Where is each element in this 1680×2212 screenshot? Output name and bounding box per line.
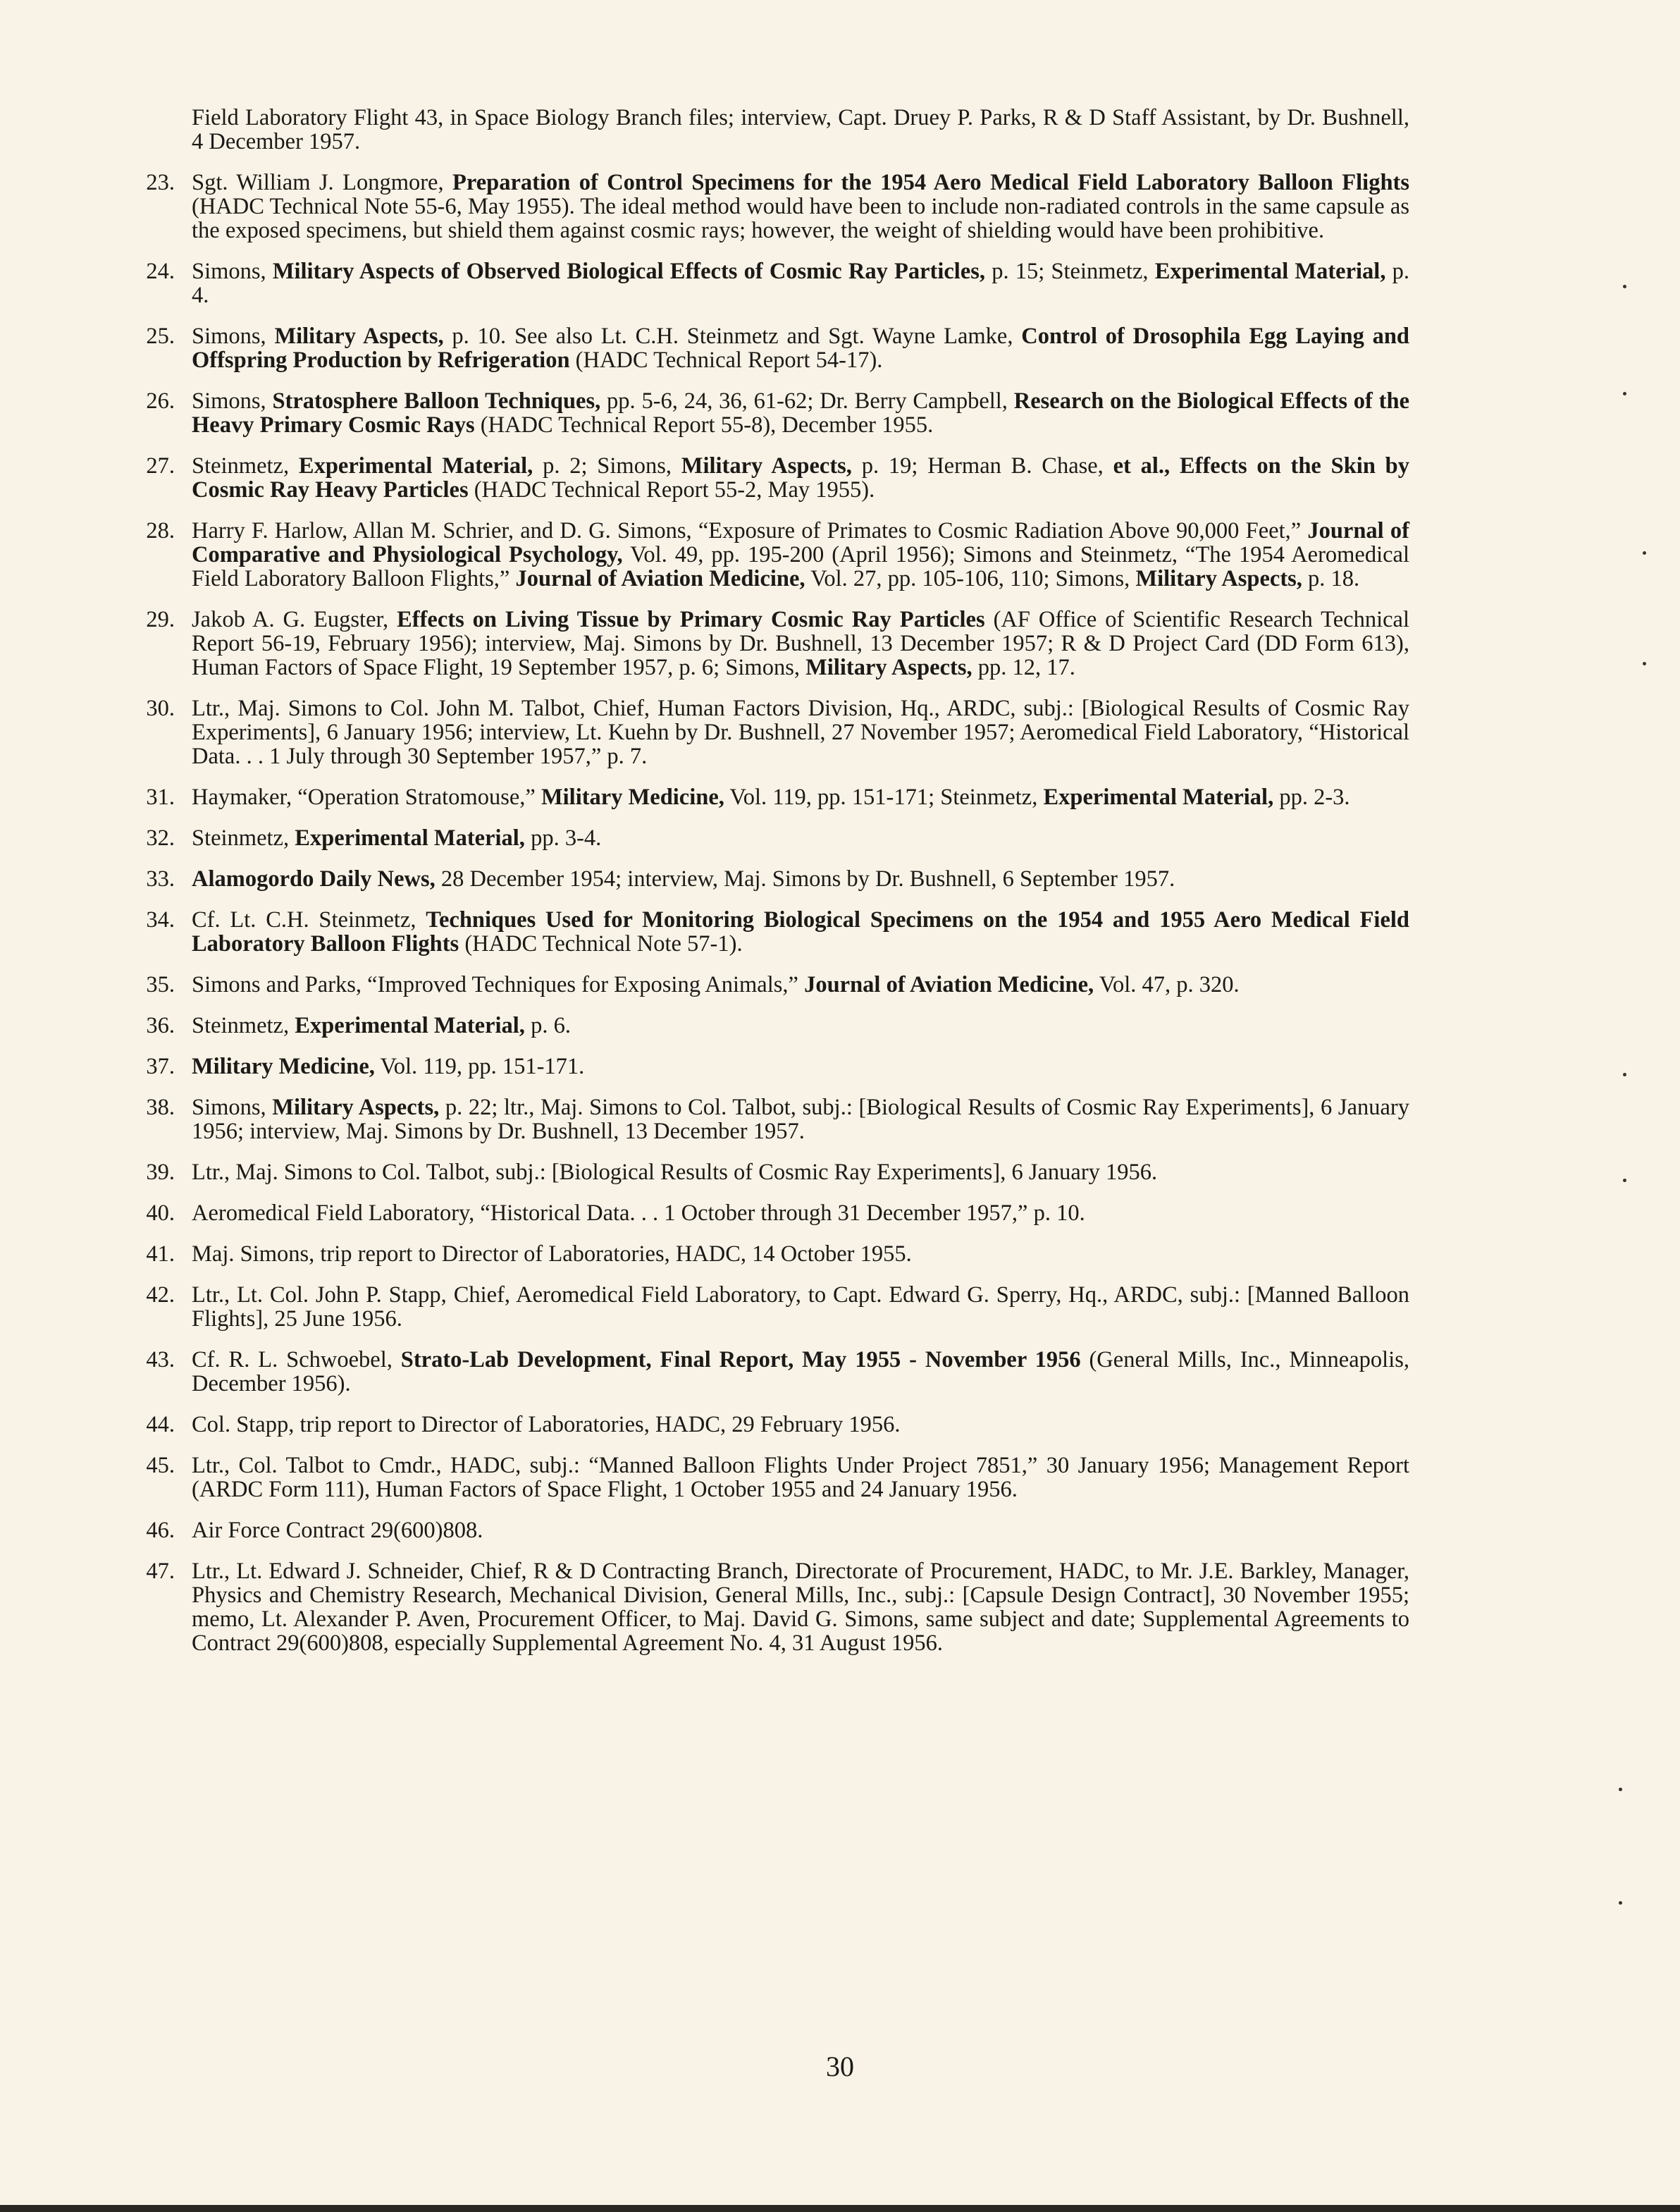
citation-title: Research on the Biological Effects of the Heavy Primary Cosmic Rays [192,388,1409,438]
footnote-number: 44. [146,1412,175,1437]
citation-text: Cf. R. L. Schwoebel, [192,1347,401,1372]
footnote-text [192,1347,1409,1396]
footnote-45 [134,1454,1409,1501]
footnote-text [192,324,1409,373]
citation-title: Military Aspects, [274,324,444,349]
citation-text: Vol. 119, pp. 151-171. [374,1054,585,1079]
citation-title: Experimental Material, [295,1013,525,1038]
footnote-text [192,453,1409,503]
citation-text: Col. Stapp, trip report to Director of Laboratories, HADC, 29 February 1956. [192,1412,901,1437]
footnote-number: 27. [146,453,175,479]
citation-title: Alamogordo Daily News, [192,866,436,892]
citation-text: p. 19; Herman B. Chase, [851,453,1113,479]
footnote-40 [134,1201,1409,1225]
footnote-text [192,388,1409,438]
footnote-28 [134,519,1409,591]
citation-title: Military Aspects, [681,453,852,479]
citation-title: Strato-Lab Development, Final Report, May 1955 - November 1956 [400,1347,1081,1372]
footnote-list [134,106,1409,1672]
citation-text: 28 December 1954; interview, Maj. Simons by Dr. Bushnell, 6 September 1957. [435,866,1175,892]
footnote-text [192,1160,1157,1185]
citation-title: Journal of Aviation Medicine, [515,566,805,591]
citation-title: Military Aspects, [1135,566,1302,591]
citation-text: Ltr., Lt. Edward J. Schneider, Chief, R & D Contracting Branch, Directorate of Procurement, HADC, to Mr. J.E. Barkley, Manager, Physics and Chemistry Research, Mechanical Division, General Mills, Inc., subj.: [Capsule Design Contract], 30 November 1955; memo, Lt. Alexander P. Aven, Procurement Officer, to Maj. David G. Simons, same subject and date; Supplemental Agreements to Contract 29(600)808, especially Supplemental Agreement No. 4, 31 August 1956. [192,1559,1409,1656]
citation-title: Journal of Aviation Medicine, [804,972,1094,997]
footnote-number: 23. [146,170,175,195]
citation-title: Experimental Material, [1043,785,1274,810]
citation-text: Simons, [192,259,273,284]
footnote-text [192,1054,584,1079]
citation-text: Ltr., Maj. Simons to Col. John M. Talbot, Chief, Human Factors Division, Hq., ARDC, subj.: [Biological Results of Cosmic Ray Experiments], 6 January 1956; interview, Lt. Kuehn by Dr. Bushnell, 27 November 1957; Aeromedical Field Laboratory, “Historical Data. . . 1 July through 30 September 1957,” p. 7. [192,696,1409,769]
citation-text: Aeromedical Field Laboratory, “Historical Data. . . 1 October through 31 December 1957,” p. 10. [192,1200,1085,1226]
footnote-38 [134,1095,1409,1143]
citation-title: Military Medicine, [541,785,724,810]
footnote-37 [134,1055,1409,1079]
footnote-number: 28. [146,518,175,543]
footnote-number: 46. [146,1518,175,1543]
citation-text: Ltr., Lt. Col. John P. Stapp, Chief, Aeromedical Field Laboratory, to Capt. Edward G. Sperry, Hq., ARDC, subj.: [Manned Balloon Flights], 25 June 1956. [192,1282,1409,1332]
citation-text: Harry F. Harlow, Allan M. Schrier, and D. G. Simons, “Exposure of Primates to Cosmic Radiation Above 90,000 Feet,” [192,518,1308,543]
footnote-text [192,1559,1409,1656]
footnote-31 [134,785,1409,809]
citation-text: p. 10. See also Lt. C.H. Steinmetz and Sgt. Wayne Lamke, [443,324,1022,349]
margin-mark [1623,285,1626,288]
footnote-43 [134,1348,1409,1396]
footnote-text [192,1200,1085,1226]
footnote-44 [134,1413,1409,1437]
footnote-number: 35. [146,972,175,997]
footnote-text [192,866,1175,892]
footnote-text [192,1241,912,1267]
citation-title: Journal of Comparative and Physiological Psychology, [192,518,1409,567]
footnote-41 [134,1242,1409,1266]
footnote-32 [134,826,1409,850]
margin-mark [1623,1179,1626,1182]
footnote-number: 34. [146,907,175,933]
citation-text: (HADC Technical Note 55-6, May 1955). The ideal method would have been to include non-radiated controls in the same capsule as the exposed specimens, but shield them against cosmic rays; however, the weight of shielding would have been prohibitive. [192,194,1409,243]
footnote-39 [134,1160,1409,1184]
footnote-text [192,1453,1409,1502]
footnote-text [192,1518,483,1543]
citation-title: Military Medicine, [192,1054,375,1079]
margin-mark [1643,551,1646,555]
footnote-number: 42. [146,1282,175,1308]
footnote-34 [134,908,1409,956]
citation-title: Experimental Material, [295,825,525,851]
footnote-text [192,170,1409,243]
footnote-number: 37. [146,1054,175,1079]
footnote-number: 31. [146,785,175,810]
citation-title: Military Aspects of Observed Biological Effects of Cosmic Ray Particles, [272,259,986,284]
footnote-36 [134,1014,1409,1038]
footnote-27 [134,454,1409,502]
citation-text: Field Laboratory Flight 43, in Space Biology Branch files; interview, Capt. Druey P. Parks, R & D Staff Assistant, by Dr. Bushnell, 4 December 1957. [192,105,1409,154]
citation-text: pp. 2-3. [1273,785,1350,810]
footnote-number: 33. [146,866,175,892]
citation-text: Vol. 119, pp. 151-171; Steinmetz, [724,785,1044,810]
footnote-47 [134,1559,1409,1655]
footnote-text [192,105,1409,154]
citation-title: Experimental Material, [298,453,533,479]
citation-text: pp. 5-6, 24, 36, 61-62; Dr. Berry Campbell, [600,388,1014,414]
citation-title: Effects on Living Tissue by Primary Cosmic Ray Particles [397,607,985,632]
footnote-number: 40. [146,1200,175,1226]
footnote-29 [134,608,1409,680]
footnote-24 [134,259,1409,307]
footnote-number: 25. [146,324,175,349]
citation-text: Simons, [192,1095,273,1120]
citation-text: Vol. 27, pp. 105-106, 110; Simons, [805,566,1136,591]
citation-text: Simons, [192,388,273,414]
scan-edge [0,2205,1680,2212]
footnote-42 [134,1283,1409,1331]
footnote-number: 43. [146,1347,175,1372]
footnote-text [192,1013,571,1038]
citation-title: Techniques Used for Monitoring Biological Specimens on the 1954 and 1955 Aero Medical Field Laboratory Balloon Flights [192,907,1409,957]
footnote-number: 41. [146,1241,175,1267]
footnote-text [192,259,1409,308]
citation-text: Steinmetz, [192,825,295,851]
footnote-26 [134,389,1409,437]
footnote-text [192,825,601,851]
citation-text: Cf. Lt. C.H. Steinmetz, [192,907,426,933]
footnote-text [192,1412,901,1437]
footnote-number: 47. [146,1559,175,1584]
citation-text: (HADC Technical Report 55-8), December 1955. [474,412,934,438]
margin-mark [1619,1901,1622,1905]
citation-text: Simons, [192,324,275,349]
citation-text: Simons and Parks, “Improved Techniques for Exposing Animals,” [192,972,805,997]
citation-text: Jakob A. G. Eugster, [192,607,397,632]
citation-text: Ltr., Col. Talbot to Cmdr., HADC, subj.: “Manned Balloon Flights Under Project 7851,” 30 January 1956; Management Report (ARDC Form 111), Human Factors of Space Flight, 1 October 1955 and 24 January 1956. [192,1453,1409,1502]
citation-text: Air Force Contract 29(600)808. [192,1518,483,1543]
footnote-number: 29. [146,607,175,632]
footnote-number: 26. [146,388,175,414]
citation-text: Steinmetz, [192,1013,295,1038]
footnote-35 [134,973,1409,997]
footnote-33 [134,867,1409,891]
footnote-text [192,1282,1409,1332]
citation-text: (General Mills, Inc., Minneapolis, December 1956). [192,1347,1409,1396]
page-number: 30 [826,2051,854,2082]
citation-text: p. 4. [192,259,1410,308]
footnote-text [192,972,1240,997]
footnote-number: 38. [146,1095,175,1120]
citation-text: (HADC Technical Report 55-2, May 1955). [468,477,875,503]
citation-text: pp. 3-4. [524,825,602,851]
footnote-text [192,607,1409,680]
margin-mark [1623,1073,1626,1076]
citation-title: Military Aspects, [805,655,972,680]
footnote-text [192,696,1409,769]
footnote-number: 36. [146,1013,175,1038]
citation-text: pp. 12, 17. [972,655,1075,680]
footnote-number: 24. [146,259,175,284]
footnote-46 [134,1518,1409,1542]
citation-title: Military Aspects, [272,1095,440,1120]
citation-text: p. 22; ltr., Maj. Simons to Col. Talbot, subj.: [Biological Results of Cosmic Ray Experiments], 6 January 1956; interview, Maj. Simons by Dr. Bushnell, 13 December 1957. [192,1095,1409,1144]
footnote-25 [134,324,1409,372]
margin-mark [1623,392,1626,395]
citation-text: p. 2; Simons, [533,453,681,479]
citation-text: p. 15; Steinmetz, [985,259,1155,284]
citation-title: et al., Effects on the Skin by Cosmic Ray Heavy Particles [192,453,1410,503]
citation-title: Preparation of Control Specimens for the 1954 Aero Medical Field Laboratory Balloon Flights [452,170,1409,195]
citation-title: Control of Drosophila Egg Laying and Offspring Production by Refrigeration [192,324,1409,373]
footnote-number: 30. [146,696,175,721]
margin-mark [1643,662,1646,665]
footnote-text [192,518,1409,591]
footnote-number: 39. [146,1160,175,1185]
citation-text: Sgt. William J. Longmore, [192,170,453,195]
citation-text: Ltr., Maj. Simons to Col. Talbot, subj.: [Biological Results of Cosmic Ray Experiments], 6 January 1956. [192,1160,1158,1185]
citation-text: Steinmetz, [192,453,299,479]
citation-text: (AF Office of Scientific Research Technical Report 56-19, February 1956); interview, Maj. Simons by Dr. Bushnell, 13 December 1957; R & D Project Card (DD Form 613), Human Factors of Space Flight, 19 September 1957, p. 6; Simons, [192,607,1410,680]
citation-text: Maj. Simons, trip report to Director of Laboratories, HADC, 14 October 1955. [192,1241,912,1267]
citation-text: p. 6. [524,1013,571,1038]
footnote-continuation [134,106,1409,154]
footnote-text [192,907,1409,957]
citation-title: Experimental Material, [1154,259,1386,284]
citation-text: Haymaker, “Operation Stratomouse,” [192,785,541,810]
citation-title: Stratosphere Balloon Techniques, [272,388,601,414]
citation-text: Vol. 49, pp. 195-200 (April 1956); Simons and Steinmetz, “The 1954 Aeromedical Field Laboratory Balloon Flights,” [192,542,1409,591]
footnote-30 [134,696,1409,768]
footnote-number: 45. [146,1453,175,1478]
footnote-text [192,1095,1409,1144]
citation-text: (HADC Technical Report 54-17). [569,348,883,373]
citation-text: p. 18. [1302,566,1360,591]
citation-text: Vol. 47, p. 320. [1094,972,1240,997]
footnote-23 [134,171,1409,242]
footnote-number: 32. [146,825,175,851]
margin-mark [1619,1788,1622,1791]
citation-text: (HADC Technical Note 57-1). [459,931,743,957]
footnote-text [192,785,1350,810]
